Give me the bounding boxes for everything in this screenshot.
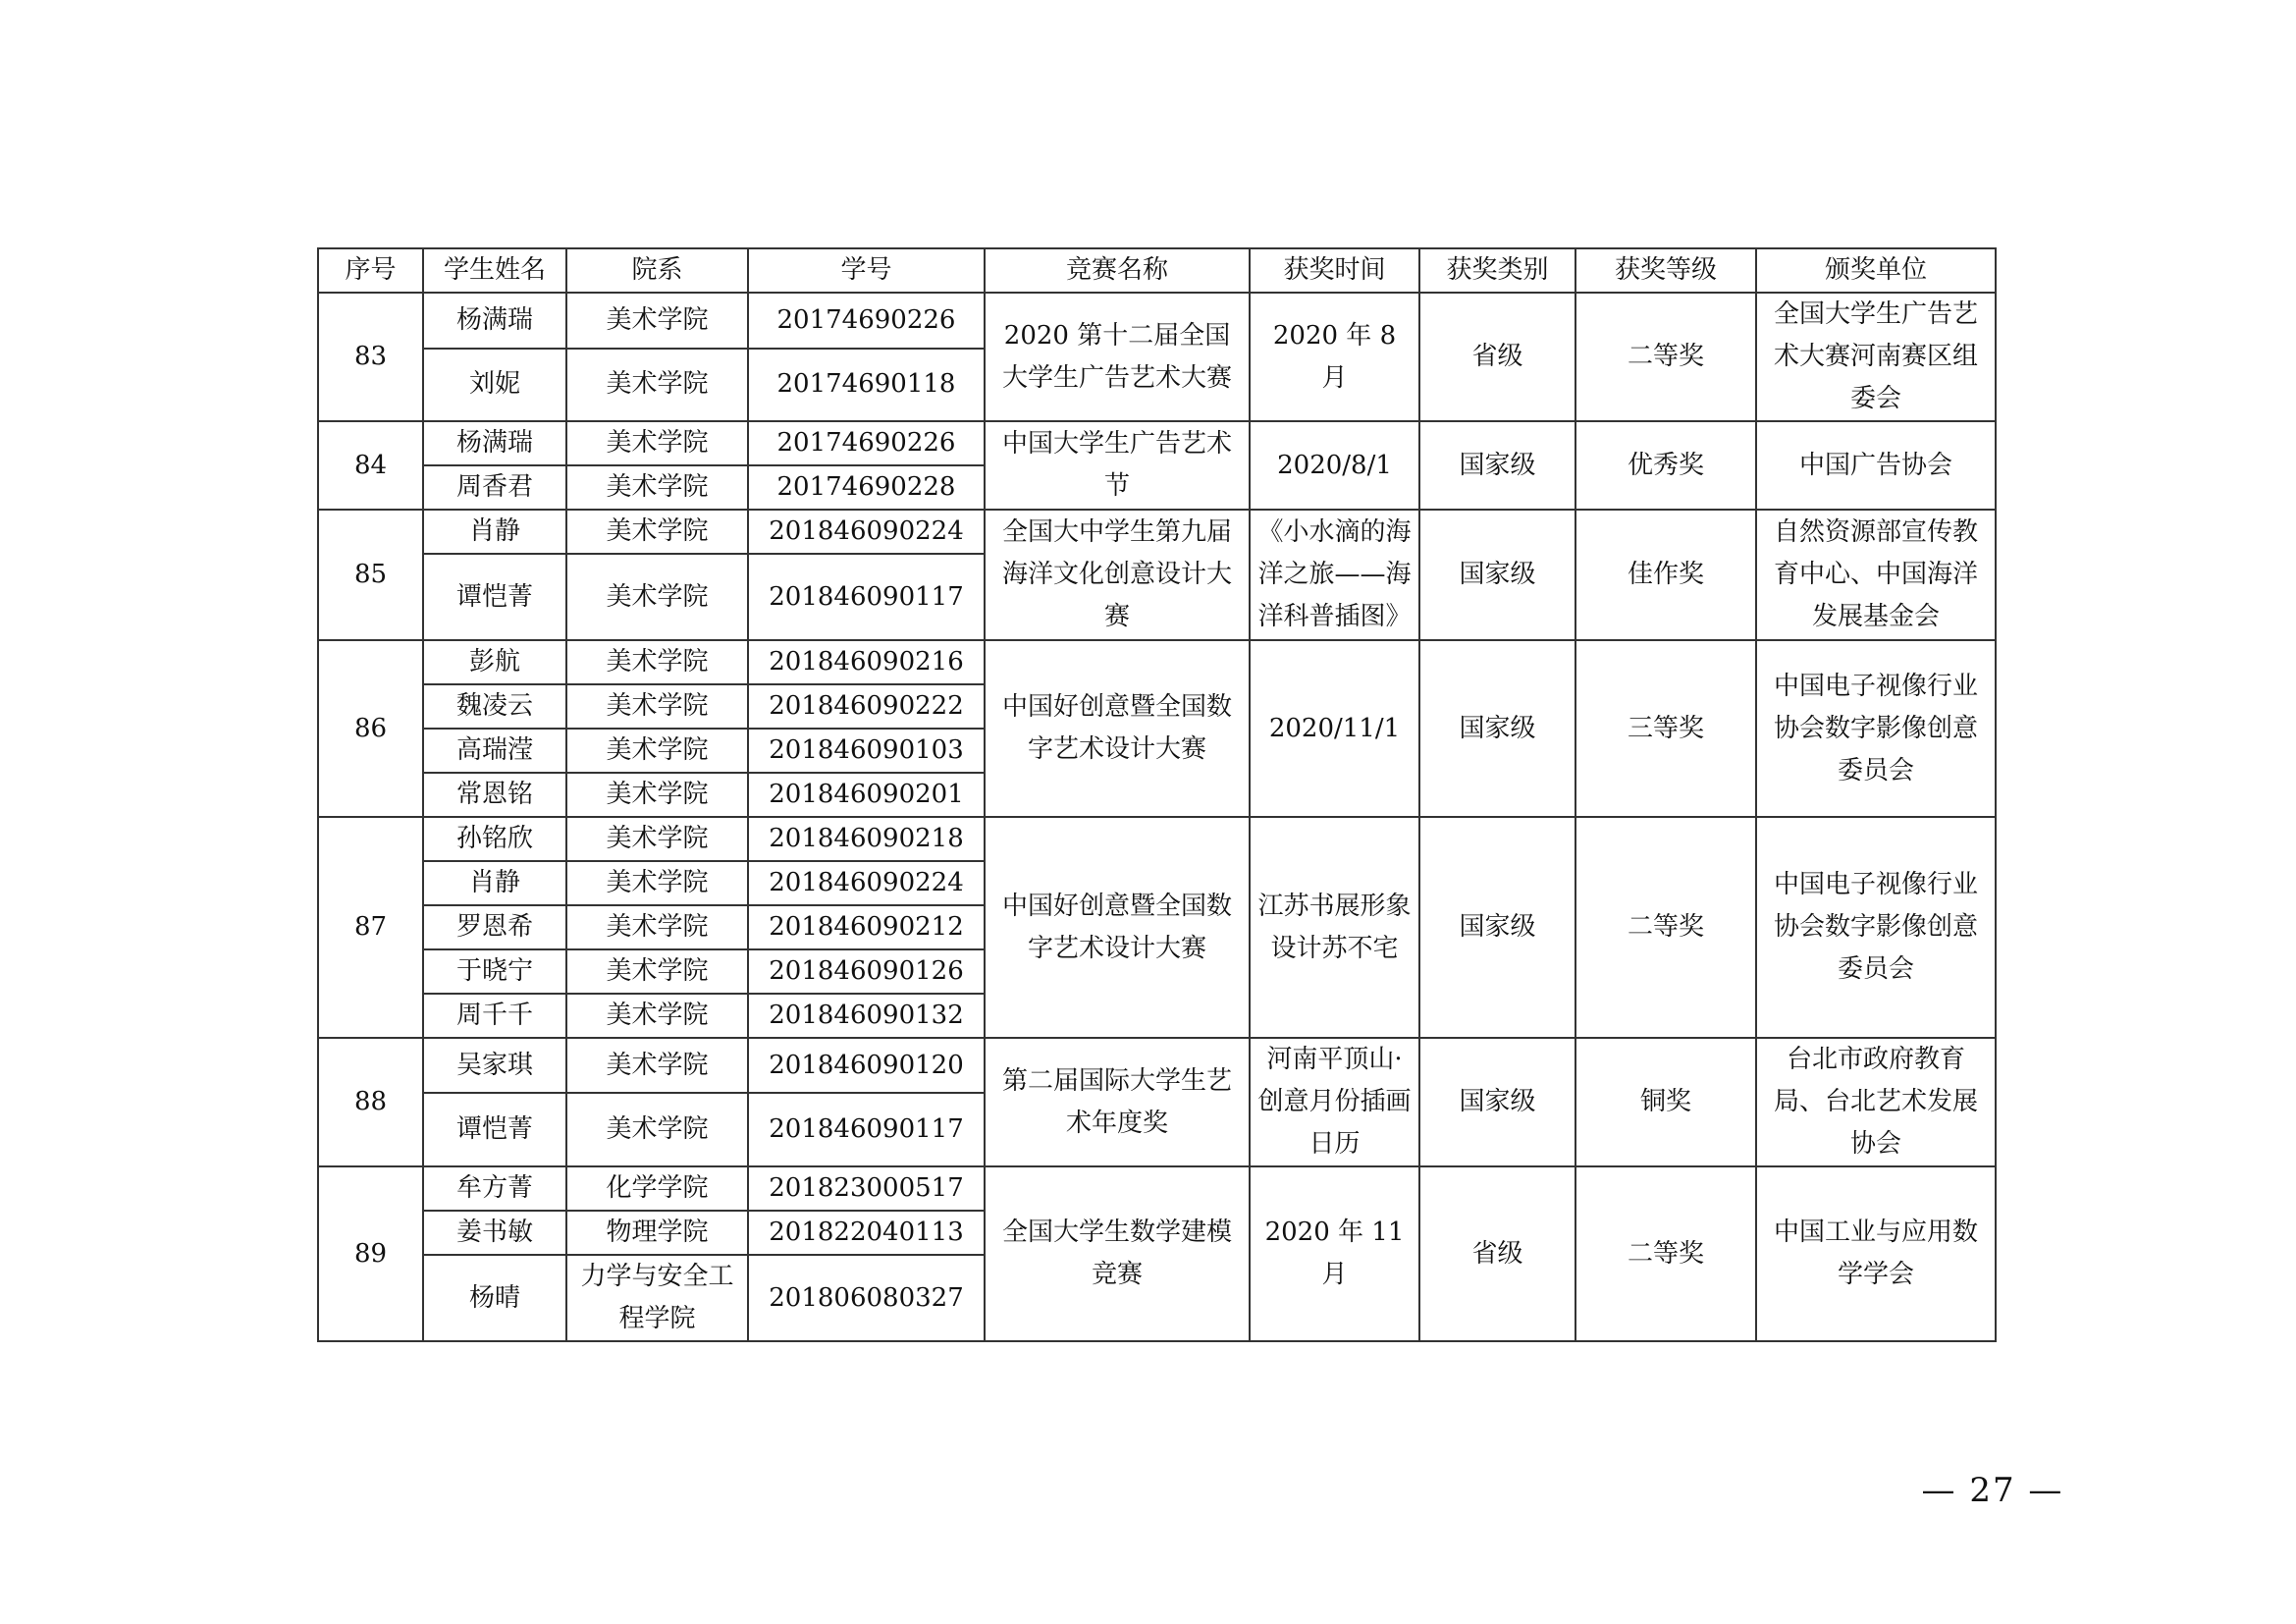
table-body — [318, 293, 1996, 1341]
department-cell: 美术学院 — [566, 640, 748, 684]
student-name-cell: 刘妮 — [423, 349, 566, 421]
student-name-cell: 牟方菁 — [423, 1166, 566, 1211]
award-time-cell: 2020 年 8 月 — [1250, 293, 1419, 421]
student-name-cell: 杨满瑞 — [423, 293, 566, 349]
department-cell: 美术学院 — [566, 349, 748, 421]
student-id-cell: 20174690226 — [748, 421, 985, 465]
student-id-cell: 201846090212 — [748, 905, 985, 949]
award-category-cell: 国家级 — [1419, 640, 1575, 817]
student-name-cell: 周香君 — [423, 465, 566, 510]
student-id-cell: 201846090117 — [748, 554, 985, 640]
competition-cell: 第二届国际大学生艺术年度奖 — [985, 1038, 1250, 1166]
department-cell: 美术学院 — [566, 861, 748, 905]
header-cell: 颁奖单位 — [1756, 248, 1996, 293]
student-name-cell: 肖静 — [423, 861, 566, 905]
table-row — [318, 510, 1996, 554]
student-name-cell: 彭航 — [423, 640, 566, 684]
award-level-cell: 二等奖 — [1575, 293, 1756, 421]
award-level-cell: 三等奖 — [1575, 640, 1756, 817]
student-id-cell: 20174690118 — [748, 349, 985, 421]
serial-cell: 83 — [318, 293, 423, 421]
award-time-cell: 2020/8/1 — [1250, 421, 1419, 510]
student-name-cell: 高瑞滢 — [423, 729, 566, 773]
student-name-cell: 姜书敏 — [423, 1211, 566, 1255]
department-cell: 美术学院 — [566, 1038, 748, 1093]
award-org-cell: 中国电子视像行业协会数字影像创意委员会 — [1756, 640, 1996, 817]
table-row — [318, 1166, 1996, 1211]
award-org-cell: 中国电子视像行业协会数字影像创意委员会 — [1756, 817, 1996, 1038]
award-level-cell: 二等奖 — [1575, 1166, 1756, 1341]
student-id-cell: 201846090222 — [748, 684, 985, 729]
award-org-cell: 全国大学生广告艺术大赛河南赛区组委会 — [1756, 293, 1996, 421]
student-name-cell: 于晓宁 — [423, 949, 566, 994]
award-level-cell: 佳作奖 — [1575, 510, 1756, 640]
student-id-cell: 201846090218 — [748, 817, 985, 861]
student-name-cell: 周千千 — [423, 994, 566, 1038]
student-name-cell: 罗恩希 — [423, 905, 566, 949]
award-time-cell: 河南平顶山·创意月份插画日历 — [1250, 1038, 1419, 1166]
award-category-cell: 省级 — [1419, 293, 1575, 421]
student-id-cell: 201823000517 — [748, 1166, 985, 1211]
header-cell: 序号 — [318, 248, 423, 293]
student-id-cell: 201846090224 — [748, 861, 985, 905]
department-cell: 美术学院 — [566, 817, 748, 861]
table-row — [318, 421, 1996, 465]
award-org-cell: 中国工业与应用数学学会 — [1756, 1166, 1996, 1341]
award-time-cell: 2020/11/1 — [1250, 640, 1419, 817]
department-cell: 美术学院 — [566, 729, 748, 773]
student-id-cell: 201846090224 — [748, 510, 985, 554]
department-cell: 美术学院 — [566, 465, 748, 510]
department-cell: 美术学院 — [566, 949, 748, 994]
header-cell: 学号 — [748, 248, 985, 293]
serial-cell: 85 — [318, 510, 423, 640]
student-id-cell: 201846090120 — [748, 1038, 985, 1093]
award-time-cell: 《小水滴的海洋之旅——海洋科普插图》 — [1250, 510, 1419, 640]
award-category-cell: 国家级 — [1419, 817, 1575, 1038]
competition-cell: 中国好创意暨全国数字艺术设计大赛 — [985, 817, 1250, 1038]
student-name-cell: 杨满瑞 — [423, 421, 566, 465]
student-name-cell: 肖静 — [423, 510, 566, 554]
award-level-cell: 优秀奖 — [1575, 421, 1756, 510]
student-name-cell: 谭恺菁 — [423, 554, 566, 640]
student-name-cell: 吴家琪 — [423, 1038, 566, 1093]
department-cell: 美术学院 — [566, 510, 748, 554]
competition-cell: 中国大学生广告艺术节 — [985, 421, 1250, 510]
award-category-cell: 国家级 — [1419, 510, 1575, 640]
department-cell: 力学与安全工程学院 — [566, 1255, 748, 1341]
department-cell: 美术学院 — [566, 773, 748, 817]
student-id-cell: 20174690226 — [748, 293, 985, 349]
table-row — [318, 1038, 1996, 1093]
student-id-cell: 201846090132 — [748, 994, 985, 1038]
department-cell: 化学学院 — [566, 1166, 748, 1211]
department-cell: 美术学院 — [566, 905, 748, 949]
award-category-cell: 国家级 — [1419, 421, 1575, 510]
student-name-cell: 谭恺菁 — [423, 1093, 566, 1166]
table-row — [318, 293, 1996, 349]
student-name-cell: 魏凌云 — [423, 684, 566, 729]
serial-cell: 89 — [318, 1166, 423, 1341]
department-cell: 美术学院 — [566, 554, 748, 640]
student-name-cell: 孙铭欣 — [423, 817, 566, 861]
department-cell: 美术学院 — [566, 421, 748, 465]
serial-cell: 86 — [318, 640, 423, 817]
table-row — [318, 640, 1996, 684]
student-id-cell: 201822040113 — [748, 1211, 985, 1255]
award-level-cell: 二等奖 — [1575, 817, 1756, 1038]
table-row — [318, 817, 1996, 861]
student-name-cell: 杨晴 — [423, 1255, 566, 1341]
header-cell: 获奖等级 — [1575, 248, 1756, 293]
award-time-cell: 2020 年 11 月 — [1250, 1166, 1419, 1341]
competition-cell: 2020 第十二届全国大学生广告艺术大赛 — [985, 293, 1250, 421]
serial-cell: 87 — [318, 817, 423, 1038]
header-row — [318, 248, 1996, 293]
student-name-cell: 常恩铭 — [423, 773, 566, 817]
student-id-cell: 201846090126 — [748, 949, 985, 994]
header-cell: 学生姓名 — [423, 248, 566, 293]
award-org-cell: 中国广告协会 — [1756, 421, 1996, 510]
department-cell: 美术学院 — [566, 994, 748, 1038]
page-number: — 27 — — [1921, 1471, 2064, 1510]
department-cell: 美术学院 — [566, 1093, 748, 1166]
award-time-cell: 江苏书展形象设计苏不宅 — [1250, 817, 1419, 1038]
competition-cell: 中国好创意暨全国数字艺术设计大赛 — [985, 640, 1250, 817]
award-category-cell: 国家级 — [1419, 1038, 1575, 1166]
award-table — [317, 247, 1997, 1342]
department-cell: 美术学院 — [566, 684, 748, 729]
award-org-cell: 自然资源部宣传教育中心、中国海洋发展基金会 — [1756, 510, 1996, 640]
department-cell: 物理学院 — [566, 1211, 748, 1255]
competition-cell: 全国大中学生第九届海洋文化创意设计大赛 — [985, 510, 1250, 640]
department-cell: 美术学院 — [566, 293, 748, 349]
student-id-cell: 20174690228 — [748, 465, 985, 510]
student-id-cell: 201846090103 — [748, 729, 985, 773]
serial-cell: 84 — [318, 421, 423, 510]
header-cell: 获奖时间 — [1250, 248, 1419, 293]
award-level-cell: 铜奖 — [1575, 1038, 1756, 1166]
student-id-cell: 201806080327 — [748, 1255, 985, 1341]
serial-cell: 88 — [318, 1038, 423, 1166]
student-id-cell: 201846090117 — [748, 1093, 985, 1166]
student-id-cell: 201846090201 — [748, 773, 985, 817]
header-cell: 获奖类别 — [1419, 248, 1575, 293]
student-id-cell: 201846090216 — [748, 640, 985, 684]
header-cell: 院系 — [566, 248, 748, 293]
competition-cell: 全国大学生数学建模竞赛 — [985, 1166, 1250, 1341]
header-cell: 竞赛名称 — [985, 248, 1250, 293]
award-org-cell: 台北市政府教育局、台北艺术发展协会 — [1756, 1038, 1996, 1166]
award-category-cell: 省级 — [1419, 1166, 1575, 1341]
